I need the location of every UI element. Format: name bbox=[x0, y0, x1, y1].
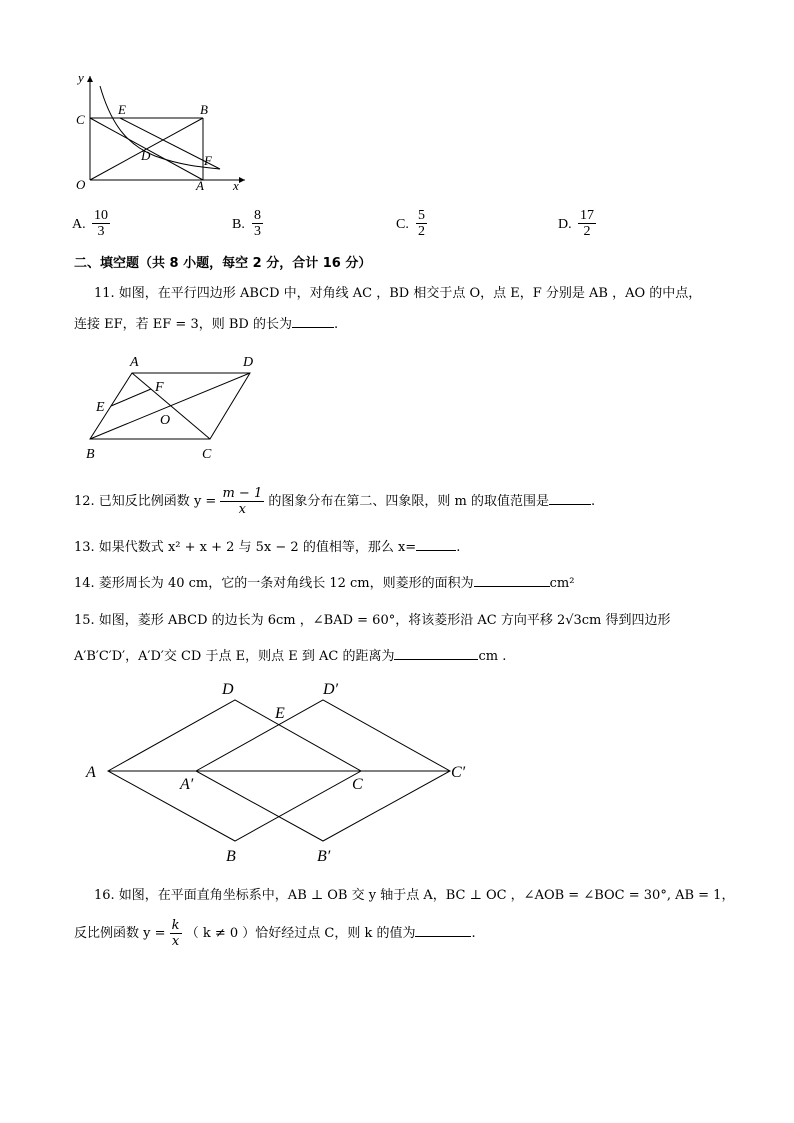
q15-label-C: C bbox=[352, 776, 363, 793]
q11-label-C: C bbox=[202, 447, 212, 462]
fig10-label-x: x bbox=[233, 178, 239, 193]
q16-pre: 反比例函数 y = bbox=[74, 926, 166, 941]
fig10-label-C: C bbox=[76, 112, 85, 127]
q14-text: 14. 菱形周长为 40 cm，它的一条对角线长 12 cm，则菱形的面积为 bbox=[74, 576, 474, 591]
q15-label-Dp: D′ bbox=[323, 681, 339, 698]
q16-fraction bbox=[170, 918, 182, 949]
q11-line2-text: 连接 EF，若 EF = 3，则 BD 的长为 bbox=[74, 317, 292, 332]
q15-line2-text: A′B′C′D′，A′D′交 CD 于点 E，则点 E 到 AC 的距离为 bbox=[74, 649, 395, 664]
option-c-numerator: 5 bbox=[418, 208, 425, 223]
q16-numerator: k bbox=[171, 918, 180, 933]
option-c-denominator: 2 bbox=[418, 224, 425, 239]
q15-line2 bbox=[74, 645, 506, 664]
q15-figure bbox=[80, 676, 480, 871]
fig10-label-E: E bbox=[118, 102, 126, 117]
option-b-fraction bbox=[252, 208, 263, 239]
q15-line1: 15. 如图，菱形 ABCD 的边长为 6cm ，∠BAD = 60°，将该菱形沿 AC 方向平移 2√3cm 得到四边形 bbox=[74, 613, 671, 628]
q12-denominator: x bbox=[220, 501, 264, 517]
q14-unit: cm² bbox=[549, 576, 575, 591]
q11-label-O: O bbox=[160, 413, 171, 428]
q13-end: . bbox=[456, 540, 461, 555]
q15-end: cm . bbox=[478, 649, 507, 664]
q11-line2 bbox=[74, 313, 338, 332]
option-a-numerator: 10 bbox=[94, 208, 108, 223]
fig10-label-A: A bbox=[196, 178, 204, 193]
option-b-denominator: 3 bbox=[254, 224, 261, 239]
q14-line bbox=[74, 572, 574, 591]
q12-pre: 12. 已知反比例函数 y = bbox=[74, 494, 217, 509]
q15-label-D: D bbox=[222, 681, 234, 698]
q13-text: 13. 如果代数式 x² + x + 2 与 5x − 2 的值相等，那么 x= bbox=[74, 540, 417, 555]
q16-denominator: x bbox=[170, 933, 182, 949]
option-d-fraction bbox=[578, 208, 596, 239]
fig10-label-O: O bbox=[76, 177, 86, 192]
q10-figure bbox=[60, 68, 260, 198]
option-b-numerator: 8 bbox=[254, 208, 261, 223]
q12-line bbox=[74, 486, 595, 517]
q11-label-F: F bbox=[155, 380, 164, 395]
q11-end: . bbox=[333, 317, 339, 332]
q15-label-Cp: C′ bbox=[451, 764, 466, 781]
q16-end: . bbox=[471, 926, 476, 941]
q15-label-Bp: B′ bbox=[317, 848, 331, 865]
q12-end: . bbox=[590, 494, 596, 509]
option-a-fraction bbox=[92, 208, 110, 239]
q15-label-E: E bbox=[275, 705, 285, 722]
option-c-fraction bbox=[416, 208, 427, 239]
q15-label-B: B bbox=[226, 848, 236, 865]
option-d-letter: D. bbox=[558, 217, 572, 232]
option-d-numerator: 17 bbox=[580, 208, 594, 223]
q14-answer-blank[interactable] bbox=[474, 574, 550, 587]
option-b-letter: B. bbox=[232, 217, 245, 232]
option-a-letter: A. bbox=[72, 217, 86, 232]
option-a-denominator: 3 bbox=[92, 223, 110, 239]
q11-line1: 11. 如图，在平行四边形 ABCD 中，对角线 AC ，BD 相交于点 O，点 E，F 分别是 AB ，AO 的中点， bbox=[94, 286, 702, 301]
section-title: 二、填空题（共 8 小题，每空 2 分，合计 16 分） bbox=[74, 256, 372, 271]
q13-answer-blank[interactable] bbox=[416, 538, 456, 551]
q16-post: （ k ≠ 0 ）恰好经过点 C，则 k 的值为 bbox=[185, 926, 416, 941]
q11-label-D: D bbox=[243, 355, 254, 370]
fig10-label-F: F bbox=[204, 153, 212, 168]
q12-fraction bbox=[220, 486, 264, 517]
q11-figure bbox=[80, 350, 270, 465]
q11-answer-blank[interactable] bbox=[292, 315, 334, 328]
q12-numerator: m − 1 bbox=[222, 486, 263, 501]
q15-label-A: A bbox=[86, 764, 96, 781]
fig10-label-B: B bbox=[200, 102, 208, 117]
option-d-denominator: 2 bbox=[578, 223, 596, 239]
q16-line2 bbox=[74, 918, 476, 949]
q11-label-A: A bbox=[130, 355, 139, 370]
q15-answer-blank[interactable] bbox=[394, 647, 478, 660]
q13-line bbox=[74, 536, 460, 555]
fig10-label-D: D bbox=[141, 148, 151, 163]
q11-label-B: B bbox=[86, 447, 95, 462]
q16-line1: 16. 如图，在平面直角坐标系中，AB ⊥ OB 交 y 轴于点 A，BC ⊥ OC ，∠AOB = ∠BOC = 30°, AB = 1， bbox=[94, 888, 735, 903]
fig10-label-y: y bbox=[78, 70, 84, 85]
q15-label-Ap: A′ bbox=[180, 776, 194, 793]
q12-answer-blank[interactable] bbox=[549, 492, 591, 505]
option-c-letter: C. bbox=[396, 217, 409, 232]
q16-answer-blank[interactable] bbox=[415, 924, 471, 937]
q12-post: 的图象分布在第二、四象限，则 m 的取值范围是 bbox=[268, 494, 549, 509]
q11-label-E: E bbox=[96, 400, 105, 415]
